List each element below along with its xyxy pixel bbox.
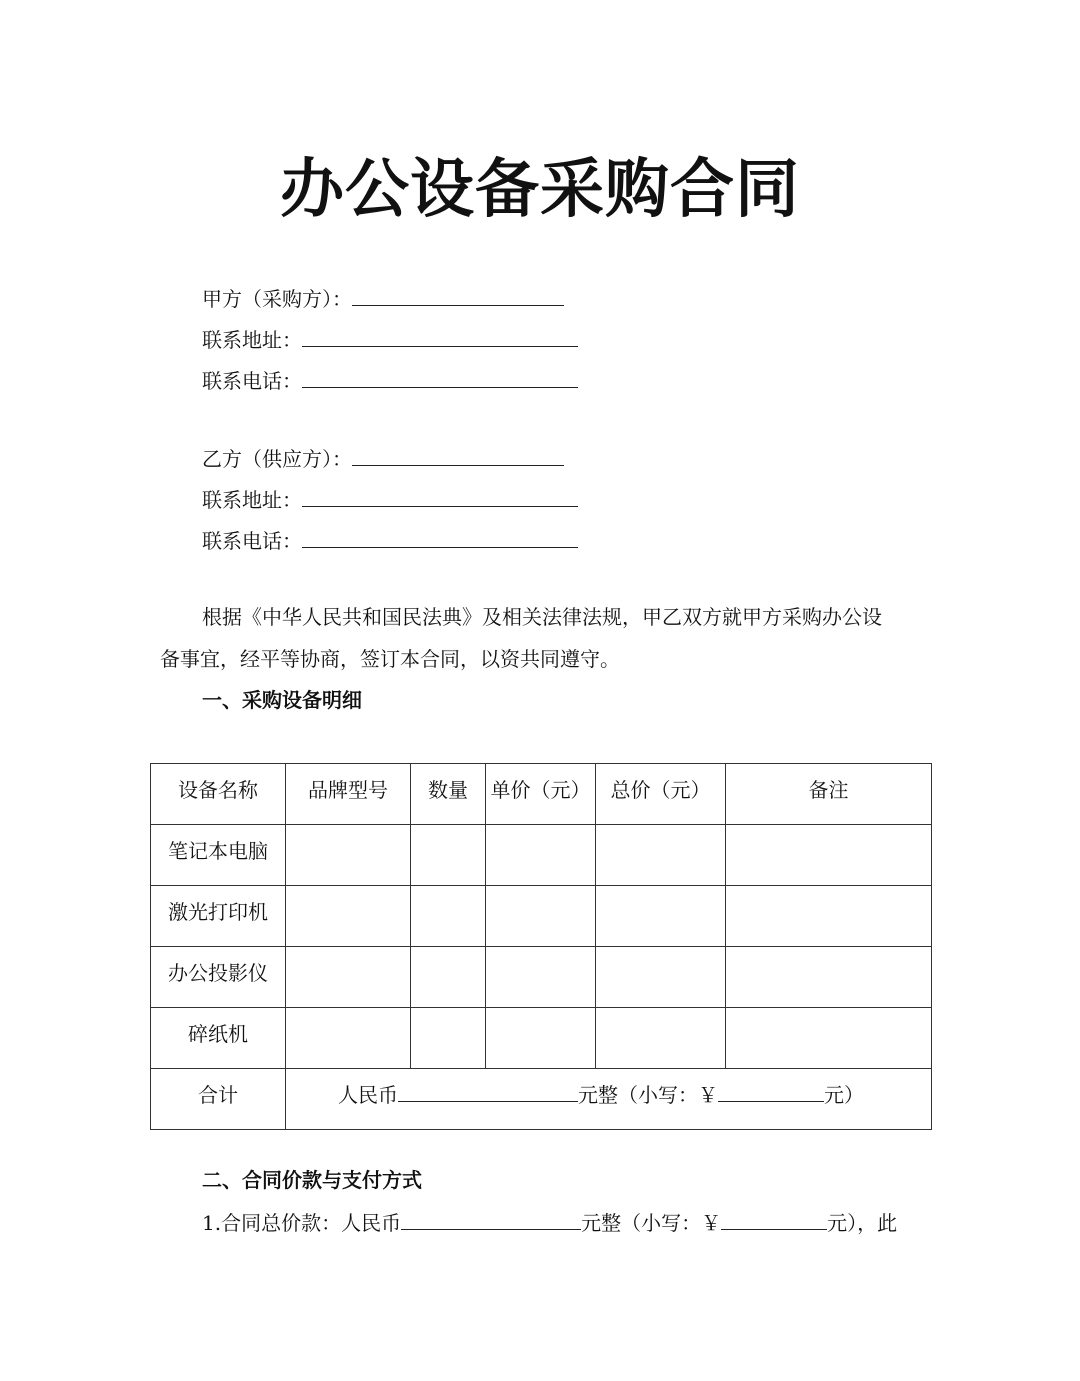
total-price-cell[interactable] bbox=[596, 886, 726, 947]
table-header-row bbox=[151, 764, 932, 825]
brand-model-cell[interactable] bbox=[286, 947, 411, 1008]
total-price-cell[interactable] bbox=[596, 825, 726, 886]
total-amount-cell bbox=[286, 1069, 932, 1130]
party-b-address-label: 联系地址： bbox=[202, 488, 302, 512]
unit-price-cell[interactable] bbox=[486, 947, 596, 1008]
table-total-row bbox=[151, 1069, 932, 1130]
remarks-cell[interactable] bbox=[726, 1008, 932, 1069]
party-b-label: 乙方（供应方）： bbox=[202, 447, 352, 471]
clause-1-prefix: 1.合同总价款：人民币 bbox=[202, 1211, 402, 1235]
clause-1-figures-blank[interactable] bbox=[721, 1207, 827, 1230]
quantity-cell[interactable] bbox=[411, 825, 486, 886]
party-a-address-blank[interactable] bbox=[302, 324, 578, 347]
party-a-address-line bbox=[202, 324, 578, 354]
brand-model-cell[interactable] bbox=[286, 886, 411, 947]
table-row bbox=[151, 947, 932, 1008]
section-2-heading: 二、合同价款与支付方式 bbox=[202, 1168, 422, 1192]
header-remarks: 备注 bbox=[726, 764, 932, 825]
intro-line-1: 根据《中华人民共和国民法典》及相关法律法规，甲乙双方就甲方采购办公设 bbox=[202, 605, 882, 629]
section-1-heading: 一、采购设备明细 bbox=[202, 688, 362, 712]
party-b-phone-label: 联系电话： bbox=[202, 529, 302, 553]
quantity-cell[interactable] bbox=[411, 886, 486, 947]
quantity-cell[interactable] bbox=[411, 1008, 486, 1069]
row-equipment-name: 办公投影仪 bbox=[151, 947, 286, 1008]
row-equipment-name: 碎纸机 bbox=[151, 1008, 286, 1069]
intro-line-2: 备事宜，经平等协商，签订本合同，以资共同遵守。 bbox=[160, 647, 620, 671]
party-b-address-line bbox=[202, 484, 578, 514]
row-equipment-name: 笔记本电脑 bbox=[151, 825, 286, 886]
party-b-phone-line bbox=[202, 525, 578, 555]
unit-price-cell[interactable] bbox=[486, 1008, 596, 1069]
total-suffix: 元） bbox=[824, 1083, 864, 1107]
remarks-cell[interactable] bbox=[726, 947, 932, 1008]
clause-1-middle: 元整（小写：￥ bbox=[581, 1211, 722, 1235]
clause-1-line bbox=[202, 1207, 897, 1237]
total-price-cell[interactable] bbox=[596, 1008, 726, 1069]
header-brand-model: 品牌型号 bbox=[286, 764, 411, 825]
total-label: 合计 bbox=[151, 1069, 286, 1130]
remarks-cell[interactable] bbox=[726, 825, 932, 886]
party-a-name-blank[interactable] bbox=[352, 283, 564, 306]
header-unit-price: 单价（元） bbox=[486, 764, 596, 825]
quantity-cell[interactable] bbox=[411, 947, 486, 1008]
table-row bbox=[151, 1008, 932, 1069]
total-middle: 元整（小写：￥ bbox=[578, 1083, 718, 1107]
party-a-phone-label: 联系电话： bbox=[202, 369, 302, 393]
unit-price-cell[interactable] bbox=[486, 886, 596, 947]
header-total-price: 总价（元） bbox=[596, 764, 726, 825]
party-a-address-label: 联系地址： bbox=[202, 328, 302, 352]
table-row bbox=[151, 825, 932, 886]
remarks-cell[interactable] bbox=[726, 886, 932, 947]
brand-model-cell[interactable] bbox=[286, 825, 411, 886]
party-b-name-blank[interactable] bbox=[352, 443, 564, 466]
party-b-phone-blank[interactable] bbox=[302, 525, 578, 548]
intro-paragraph bbox=[160, 596, 922, 680]
clause-1-suffix: 元），此 bbox=[827, 1211, 898, 1235]
party-a-phone-blank[interactable] bbox=[302, 365, 578, 388]
party-a-name-line bbox=[202, 283, 564, 313]
party-a-label: 甲方（采购方）： bbox=[202, 287, 352, 311]
equipment-table bbox=[150, 763, 932, 1130]
party-b-address-blank[interactable] bbox=[302, 484, 578, 507]
party-a-phone-line bbox=[202, 365, 578, 395]
total-prefix: 人民币 bbox=[338, 1083, 398, 1107]
brand-model-cell[interactable] bbox=[286, 1008, 411, 1069]
document-title: 办公设备采购合同 bbox=[280, 153, 800, 227]
unit-price-cell[interactable] bbox=[486, 825, 596, 886]
header-quantity: 数量 bbox=[411, 764, 486, 825]
total-amount-figures-blank[interactable] bbox=[718, 1079, 824, 1102]
total-amount-words-blank[interactable] bbox=[398, 1079, 578, 1102]
header-equipment-name: 设备名称 bbox=[151, 764, 286, 825]
clause-1-words-blank[interactable] bbox=[401, 1207, 581, 1230]
total-price-cell[interactable] bbox=[596, 947, 726, 1008]
table-row bbox=[151, 886, 932, 947]
row-equipment-name: 激光打印机 bbox=[151, 886, 286, 947]
party-b-name-line bbox=[202, 443, 564, 473]
